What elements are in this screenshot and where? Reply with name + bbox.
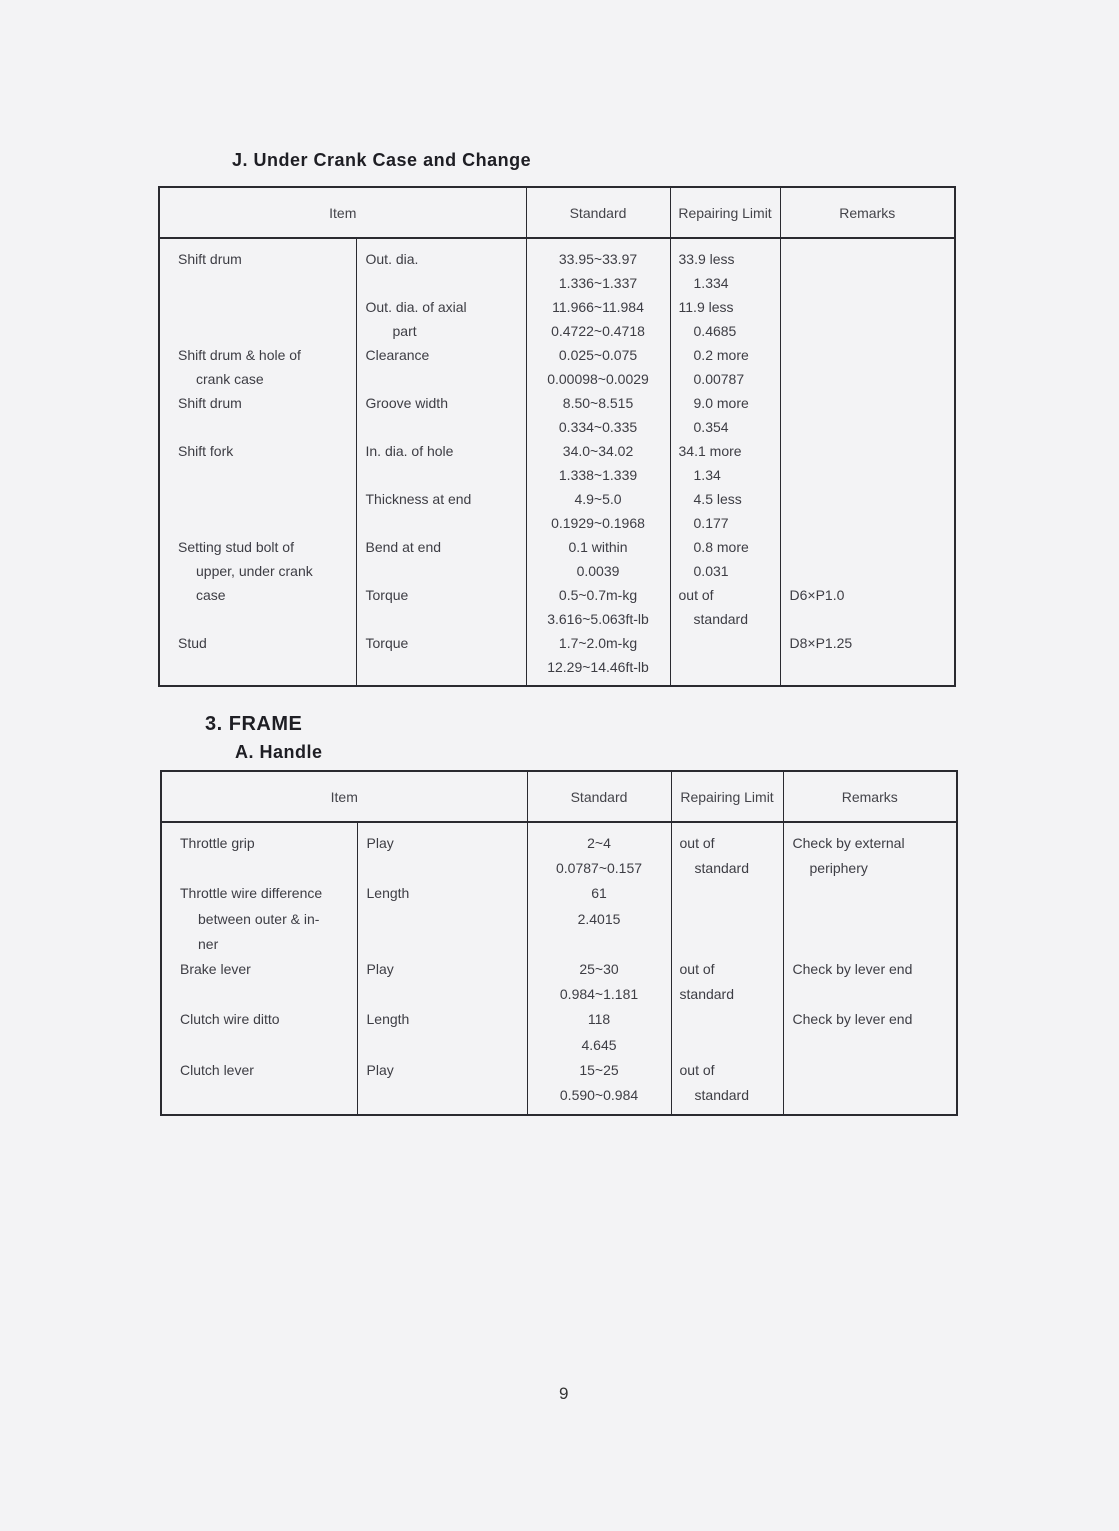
under-crank-case-table	[158, 186, 956, 687]
repairing-limit-cell: out of	[679, 1061, 715, 1078]
remarks-cell	[784, 1033, 956, 1058]
standard-cell: 2~4	[587, 835, 611, 851]
repairing-limit-cell: standard	[693, 611, 748, 627]
remarks-column	[783, 822, 957, 1115]
repairing-limit-cell	[672, 932, 783, 957]
section-3-title: 3. FRAME	[205, 713, 303, 735]
standard-cell: 12.29~14.46ft-lb	[547, 659, 649, 675]
header-remarks: Remarks	[783, 771, 957, 822]
remarks-cell	[784, 1058, 956, 1083]
repairing-limit-cell: standard	[679, 986, 734, 1003]
repairing-limit-cell: 0.2 more	[693, 347, 749, 363]
section-a-subtitle: A. Handle	[235, 742, 323, 762]
header-repairing-limit: Repairing Limit	[671, 771, 783, 822]
standard-cell: 3.616~5.063ft-lb	[547, 611, 649, 627]
sub-item-cell	[358, 982, 527, 1007]
item-cell	[160, 655, 356, 679]
standard-cell: 4.9~5.0	[574, 491, 622, 507]
sub-item-cell	[358, 907, 527, 932]
table-body-row	[159, 238, 955, 686]
standard-cell: 0.5~0.7m-kg	[558, 587, 638, 603]
standard-cell: 25~30	[579, 960, 619, 977]
standard-cell: 0.00098~0.0029	[547, 371, 649, 387]
remarks-cell: Check by external	[792, 835, 905, 851]
sub-item-cell: Play	[366, 960, 394, 977]
standard-cell: 33.95~33.97	[558, 251, 638, 267]
repairing-limit-column	[671, 822, 783, 1115]
item-cell: upper, under crank	[196, 563, 313, 579]
repairing-limit-cell: 1.34	[693, 467, 721, 483]
repairing-limit-cell: out of	[679, 960, 715, 977]
repairing-limit-cell: 11.9 less	[678, 299, 734, 315]
standard-cell: 1.336~1.337	[558, 275, 638, 291]
repairing-limit-cell	[671, 631, 780, 655]
remarks-cell	[784, 881, 956, 906]
remarks-cell	[781, 463, 954, 487]
sub-item-cell: Length	[366, 1011, 410, 1028]
sub-item-cell: Play	[366, 1061, 394, 1078]
repairing-limit-cell: 0.177	[693, 515, 729, 531]
repairing-limit-cell: 1.334	[693, 275, 729, 291]
sub-item-cell: part	[392, 323, 417, 339]
repairing-limit-cell	[672, 907, 783, 932]
standard-cell: 11.966~11.984	[552, 299, 644, 315]
header-remarks: Remarks	[780, 187, 955, 238]
item-cell	[160, 415, 356, 439]
standard-cell: 2.4015	[577, 910, 621, 927]
repairing-limit-cell: 4.5 less	[693, 491, 742, 507]
sub-item-column	[356, 238, 526, 686]
repairing-limit-cell	[671, 655, 780, 679]
header-standard: Standard	[527, 771, 671, 822]
remarks-cell	[781, 271, 954, 295]
sub-item-cell	[358, 1083, 527, 1108]
standard-column	[526, 238, 670, 686]
item-cell: Stud	[178, 635, 207, 651]
remarks-cell	[781, 367, 954, 391]
remarks-cell	[781, 295, 954, 319]
repairing-limit-cell	[672, 1007, 783, 1032]
repairing-limit-cell: out of	[679, 835, 715, 851]
remarks-cell: D6×P1.0	[789, 587, 845, 603]
sub-item-cell	[357, 271, 526, 295]
repairing-limit-cell: 0.00787	[693, 371, 745, 387]
table-body-row	[161, 822, 957, 1115]
remarks-cell	[781, 319, 954, 343]
sub-item-cell: Clearance	[365, 347, 430, 363]
sub-item-cell: Groove width	[365, 395, 448, 411]
sub-item-cell	[357, 655, 526, 679]
sub-item-cell	[358, 856, 527, 881]
header-item: Item	[161, 771, 527, 822]
sub-item-cell	[357, 559, 526, 583]
repairing-limit-cell: 33.9 less	[678, 251, 735, 267]
standard-cell: 0.0787~0.157	[556, 860, 643, 877]
repairing-limit-cell	[672, 881, 783, 906]
remarks-cell: periphery	[809, 860, 868, 877]
standard-cell: 15~25	[579, 1061, 619, 1078]
remarks-cell	[781, 559, 954, 583]
remarks-cell	[784, 932, 956, 957]
repairing-limit-cell: 0.031	[693, 563, 729, 579]
repairing-limit-cell: 9.0 more	[693, 395, 749, 411]
item-cell	[162, 1083, 357, 1108]
standard-cell: 0.334~0.335	[558, 419, 638, 435]
item-cell	[160, 271, 356, 295]
item-cell: between outer & in-	[198, 910, 320, 927]
repairing-limit-cell: 0.354	[693, 419, 729, 435]
item-cell	[160, 463, 356, 487]
remarks-cell	[781, 343, 954, 367]
standard-cell: 8.50~8.515	[562, 395, 634, 411]
item-cell	[160, 319, 356, 343]
remarks-cell	[781, 439, 954, 463]
item-cell	[160, 295, 356, 319]
item-cell	[162, 982, 357, 1007]
remarks-cell	[784, 1083, 956, 1108]
item-cell: crank case	[196, 371, 264, 387]
standard-cell: 1.7~2.0m-kg	[558, 635, 638, 651]
remarks-cell	[781, 511, 954, 535]
sub-item-cell: Bend at end	[365, 539, 442, 555]
item-cell: Shift drum	[178, 251, 242, 267]
standard-cell: 61	[591, 885, 607, 902]
item-column	[161, 822, 357, 1115]
item-column	[159, 238, 356, 686]
handle-table	[160, 770, 958, 1116]
remarks-cell	[781, 487, 954, 511]
repairing-limit-column	[670, 238, 780, 686]
table-header-row	[159, 187, 955, 238]
standard-cell	[528, 932, 671, 957]
sub-item-cell	[357, 607, 526, 631]
remarks-cell	[781, 247, 954, 271]
standard-cell: 0.4722~0.4718	[551, 323, 645, 339]
remarks-cell	[784, 982, 956, 1007]
item-cell: Throttle wire difference	[180, 885, 323, 902]
repairing-limit-cell: out of	[678, 587, 714, 603]
remarks-cell	[781, 535, 954, 559]
sub-item-cell: Play	[366, 835, 394, 851]
item-cell: Shift fork	[178, 443, 234, 459]
standard-column	[527, 822, 671, 1115]
remarks-cell	[781, 607, 954, 631]
sub-item-cell	[358, 932, 527, 957]
repairing-limit-cell: 0.4685	[693, 323, 737, 339]
remarks-cell: D8×P1.25	[789, 635, 853, 651]
header-standard: Standard	[526, 187, 670, 238]
sub-item-cell	[357, 511, 526, 535]
item-cell: ner	[198, 935, 219, 952]
standard-cell: 0.0039	[576, 563, 620, 579]
standard-cell: 34.0~34.02	[562, 443, 634, 459]
remarks-cell	[781, 415, 954, 439]
remarks-cell	[784, 907, 956, 932]
sub-item-cell: In. dia. of hole	[365, 443, 454, 459]
item-cell: Clutch wire ditto	[180, 1011, 280, 1028]
item-cell: Throttle grip	[180, 835, 255, 851]
header-repairing-limit: Repairing Limit	[670, 187, 780, 238]
sub-item-cell: Torque	[365, 635, 409, 651]
standard-cell: 4.645	[581, 1036, 617, 1053]
item-cell: Clutch lever	[180, 1061, 254, 1078]
sub-item-cell: Out. dia. of axial	[365, 299, 467, 315]
standard-cell: 118	[587, 1011, 611, 1028]
item-cell: Shift drum & hole of	[178, 347, 301, 363]
sub-item-cell	[357, 415, 526, 439]
page-number: 9	[559, 1384, 569, 1403]
sub-item-cell	[358, 1033, 527, 1058]
standard-cell: 0.1 within	[568, 539, 628, 555]
remarks-cell	[781, 391, 954, 415]
table-header-row	[161, 771, 957, 822]
sub-item-column	[357, 822, 527, 1115]
item-cell: Brake lever	[180, 960, 251, 977]
item-cell	[160, 607, 356, 631]
item-cell: Setting stud bolt of	[178, 539, 294, 555]
remarks-cell: Check by lever end	[792, 1011, 913, 1028]
standard-cell: 0.025~0.075	[558, 347, 638, 363]
standard-cell: 0.1929~0.1968	[551, 515, 645, 531]
standard-cell: 1.338~1.339	[558, 467, 638, 483]
sub-item-cell	[357, 463, 526, 487]
sub-item-cell: Out. dia.	[365, 251, 419, 267]
item-cell	[162, 856, 357, 881]
remarks-cell: Check by lever end	[792, 960, 913, 977]
standard-cell: 0.984~1.181	[559, 986, 639, 1003]
repairing-limit-cell: 34.1 more	[678, 443, 742, 459]
remarks-column	[780, 238, 955, 686]
item-cell: case	[196, 587, 226, 603]
remarks-cell	[781, 655, 954, 679]
repairing-limit-cell: standard	[694, 860, 749, 877]
item-cell	[162, 1033, 357, 1058]
repairing-limit-cell	[672, 1033, 783, 1058]
item-cell	[160, 487, 356, 511]
repairing-limit-cell: standard	[694, 1086, 749, 1103]
sub-item-cell: Thickness at end	[365, 491, 472, 507]
header-item: Item	[159, 187, 526, 238]
sub-item-cell	[357, 367, 526, 391]
repairing-limit-cell: 0.8 more	[693, 539, 749, 555]
sub-item-cell: Length	[366, 885, 410, 902]
item-cell: Shift drum	[178, 395, 242, 411]
section-j-title: J. Under Crank Case and Change	[232, 150, 532, 170]
sub-item-cell: Torque	[365, 587, 409, 603]
item-cell	[160, 511, 356, 535]
standard-cell: 0.590~0.984	[559, 1086, 639, 1103]
